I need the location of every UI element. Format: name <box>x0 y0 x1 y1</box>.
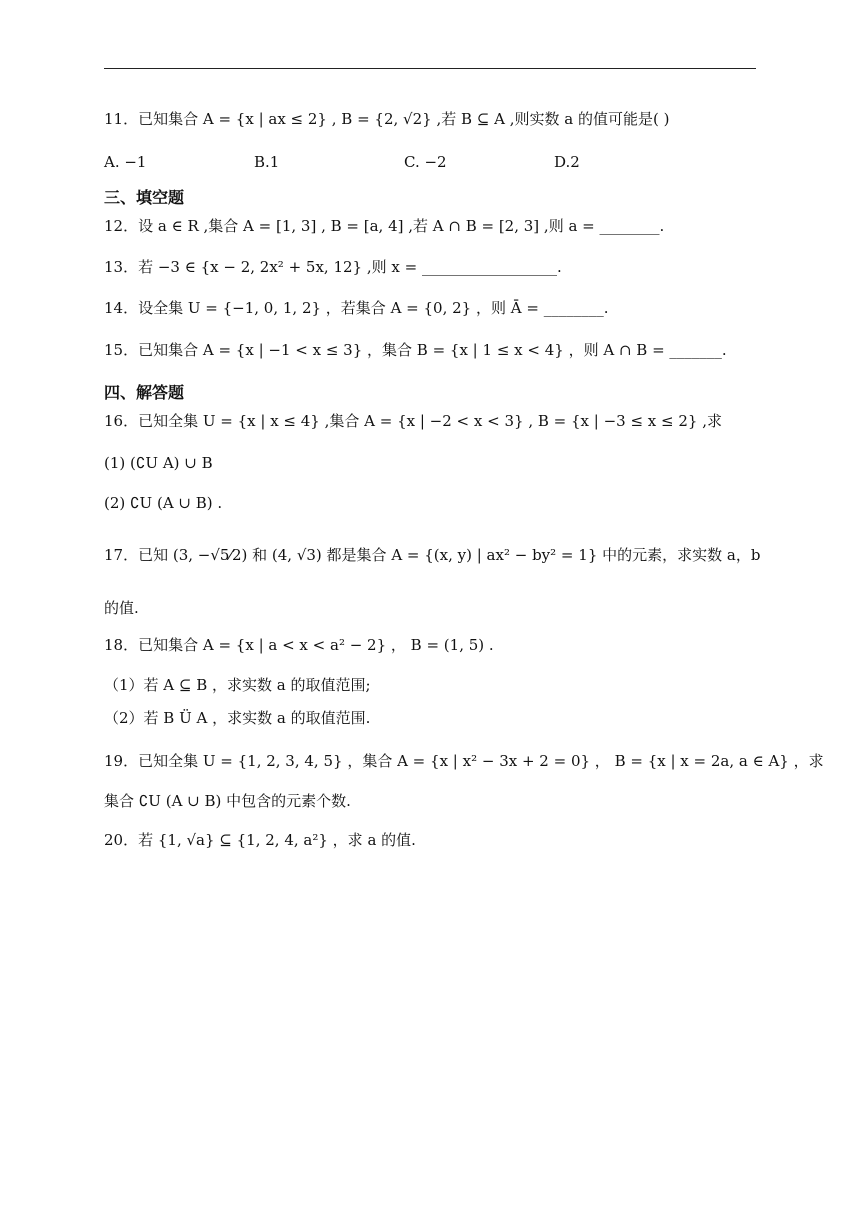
q16-part-2: (2) ∁U (A ∪ B) . <box>104 494 223 512</box>
question-12: 12．设 a ∈ R ,集合 A = [1, 3] , B = [a, 4] ,若 A ∩ B = [2, 3] ,则 a = ________. <box>104 217 665 235</box>
question-14: 14．设全集 U = {−1, 0, 1, 2} ，若集合 A = {0, 2} ，则 Ā = ________. <box>104 299 609 317</box>
q18-part-2: （2）若 B Ü A ，求实数 a 的取值范围. <box>104 709 371 727</box>
q11-option-a: A. −1 <box>104 153 147 171</box>
question-16: 16．已知全集 U = {x | x ≤ 4} ,集合 A = {x | −2 < x < 3} , B = {x | −3 ≤ x ≤ 2} ,求 <box>104 412 722 430</box>
question-20: 20．若 {1, √a} ⊆ {1, 2, 4, a²} ，求 a 的值. <box>104 831 416 849</box>
q18-part-1: （1）若 A ⊆ B ，求实数 a 的取值范围; <box>104 676 371 694</box>
question-17: 17．已知 (3, −√5⁄2) 和 (4, √3) 都是集合 A = {(x, y) | ax² − by² = 1} 中的元素，求实数 a，b <box>104 546 761 564</box>
header-rule <box>104 68 756 69</box>
q16-part-1: (1) (∁U A) ∪ B <box>104 454 213 472</box>
question-17-continued: 的值. <box>104 599 139 617</box>
question-13: 13．若 −3 ∈ {x − 2, 2x² + 5x, 12} ,则 x = __________________. <box>104 258 562 276</box>
section-4-title: 四、解答题 <box>104 383 185 402</box>
q11-option-c: C. −2 <box>404 153 447 171</box>
q11-option-b: B.1 <box>254 153 280 171</box>
question-11: 11．已知集合 A = {x | ax ≤ 2} , B = {2, √2} ,若 B ⊆ A ,则实数 a 的值可能是( ) <box>104 110 670 128</box>
question-15: 15．已知集合 A = {x | −1 < x ≤ 3} ，集合 B = {x | 1 ≤ x < 4} ，则 A ∩ B = _______. <box>104 341 727 359</box>
q11-option-d: D.2 <box>554 153 580 171</box>
section-3-title: 三、填空题 <box>104 188 185 207</box>
question-19-continued: 集合 ∁U (A ∪ B) 中包含的元素个数. <box>104 792 351 810</box>
question-19: 19．已知全集 U = {1, 2, 3, 4, 5} ，集合 A = {x | x² − 3x + 2 = 0} ， B = {x | x = 2a, a ∈ A} ，求 <box>104 752 824 770</box>
question-18: 18．已知集合 A = {x | a < x < a² − 2} ， B = (1, 5) . <box>104 636 494 654</box>
